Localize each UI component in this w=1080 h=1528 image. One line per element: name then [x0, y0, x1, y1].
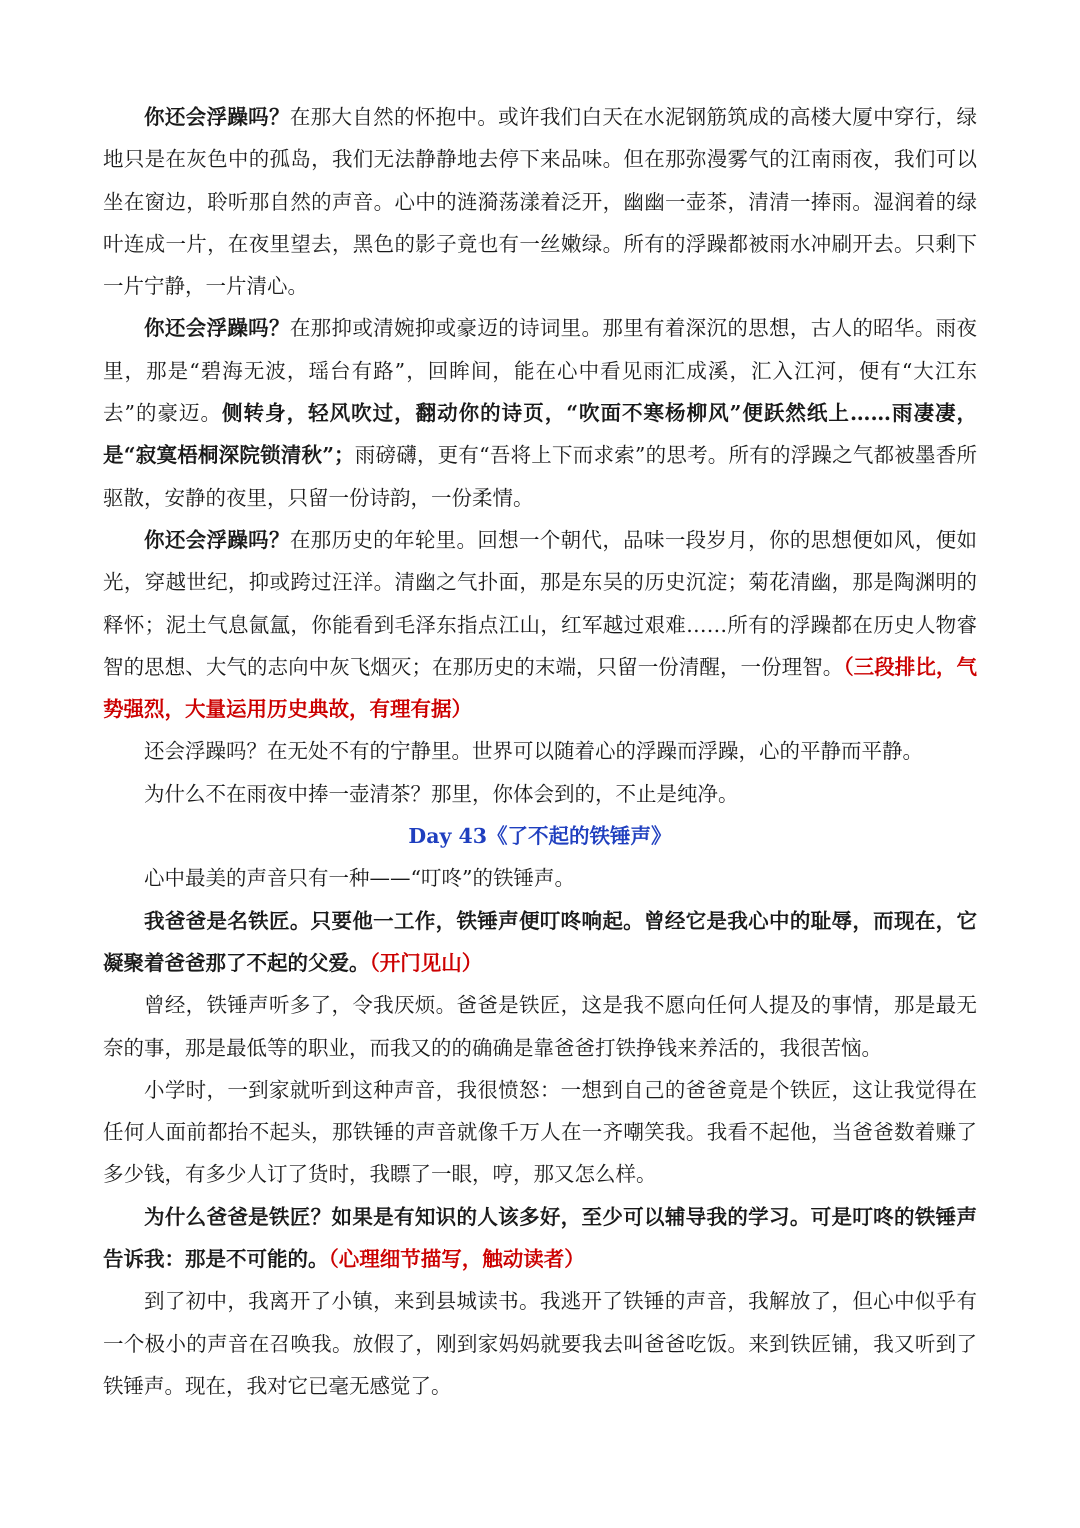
paragraph-text: 到了初中，我离开了小镇，来到县城读书。我逃开了铁锤的声音，我解放了，但心中似乎有一个极小的声音在召唤我。放假了，刚到家妈妈就要我去叫爸爸吃饭。来到铁匠铺，我又听到了铁锤声。现在，我对它已毫无感觉了。 — [103, 1289, 977, 1398]
paragraph-still — [103, 730, 977, 772]
section-paragraph — [103, 900, 977, 985]
paragraph-text: 在那抑或清婉抑或豪迈的诗词里。那里有着深沉的思想，古人的昭华。雨夜里，那是“碧海无波，瑶台有路”，回眸间，能在心中看见雨汇成溪，汇入江河，便有“大江东去”的豪迈。 — [103, 316, 978, 426]
paragraph-lead: 你还会浮躁吗？ — [144, 316, 290, 341]
paragraph-text: 小学时，一到家就听到这种声音，我很愤怒：一想到自己的爸爸竟是个铁匠，这让我觉得在任何人面前都抬不起头，那铁锤的声音就像千万人在一齐嘲笑我。我看不起他，当爸爸数着赚了多少钱，有多少人订了货时，我瞟了一眼，哼，那又怎么样。 — [103, 1077, 977, 1187]
paragraph-text: 为什么不在雨夜中捧一壶清茶？那里，你体会到的，不止是纯净。 — [144, 781, 739, 806]
annotation-note: （心理细节描写，触动读者） — [328, 1247, 585, 1272]
paragraph-text: 曾经，铁锤声听多了，令我厌烦。爸爸是铁匠，这是我不愿向任何人提及的事情，那是最无奈的事，那是最低等的职业，而我又的的确确是靠爸爸打铁挣钱来养活的，我很苦恼。 — [103, 993, 977, 1060]
paragraph-bold-text: 我爸爸是名铁匠。只要他一工作，铁锤声便叮咚响起。曾经它是我心中的耻辱，而现在，它凝聚着爸爸那了不起的父爱。 — [103, 908, 977, 975]
section-paragraph — [103, 984, 977, 1069]
paragraph-nature — [103, 96, 977, 307]
paragraph-text: 在那历史的年轮里。回想一个朝代，品味一段岁月，你的思想便如风，便如光，穿越世纪，抑或跨过汪洋。清幽之气扑面，那是东吴的历史沉淀；菊花清幽，那是陶渊明的释怀；泥土气息氤氲，你能看到毛泽东指点江山，红军越过艰难……所有的浮躁都在历史人物睿智的思想、大气的志向中灰飞烟灭；在那历史的末端，只留一份清醒，一份理智。 — [103, 527, 978, 679]
paragraph-history — [103, 519, 977, 730]
paragraph-bold-text: 为什么爸爸是铁匠？如果是有知识的人该多好，至少可以辅导我的学习。可是叮咚的铁锤声告诉我：那是不可能的。 — [103, 1204, 977, 1272]
paragraph-lead: 你还会浮躁吗？ — [144, 527, 290, 552]
section-paragraph — [103, 1196, 977, 1281]
section-title: Day 43《了不起的铁锤声》 — [408, 824, 672, 849]
section-paragraph — [103, 857, 977, 899]
annotation-note: （三段排比，气势强烈，大量运用历史典故，有理有据） — [103, 654, 978, 722]
paragraph-text: 在那大自然的怀抱中。或许我们白天在水泥钢筋筑成的高楼大厦中穿行，绿地只是在灰色中的孤岛，我们无法静静地去停下来品味。但在那弥漫雾气的江南雨夜，我们可以坐在窗边，聆听那自然的声音。心中的涟漪荡漾着泛开，幽幽一壶茶，清清一捧雨。湿润着的绿叶连成一片，在夜里望去，黑色的影子竟也有一丝嫩绿。所有的浮躁都被雨水冲刷开去。只剩下一片宁静，一片清心。 — [103, 105, 978, 299]
paragraph-text: 还会浮躁吗？在无处不有的宁静里。世界可以随着心的浮躁而浮躁，心的平静而平静。 — [144, 739, 923, 764]
paragraph-lead: 你还会浮躁吗？ — [144, 105, 290, 129]
section-paragraph — [103, 1280, 977, 1407]
section-paragraph — [103, 1069, 977, 1196]
paragraph-text: 雨磅礴，更有“吾将上下而求索”的思考。所有的浮躁之气都被墨香所驱散，安静的夜里，只留一份诗韵，一份柔情。 — [103, 443, 977, 510]
annotation-note: （开门见山） — [369, 950, 483, 975]
paragraph-bold-text: 侧转身，轻风吹过，翻动你的诗页，“吹面不寒杨柳风”便跃然纸上……雨凄凄，是“寂寞梧桐深院锁清秋”； — [103, 401, 977, 468]
paragraph-text: 心中最美的声音只有一种——“叮咚”的铁锤声。 — [144, 866, 575, 891]
paragraph-tea — [103, 773, 977, 815]
paragraph-poetry — [103, 307, 977, 518]
